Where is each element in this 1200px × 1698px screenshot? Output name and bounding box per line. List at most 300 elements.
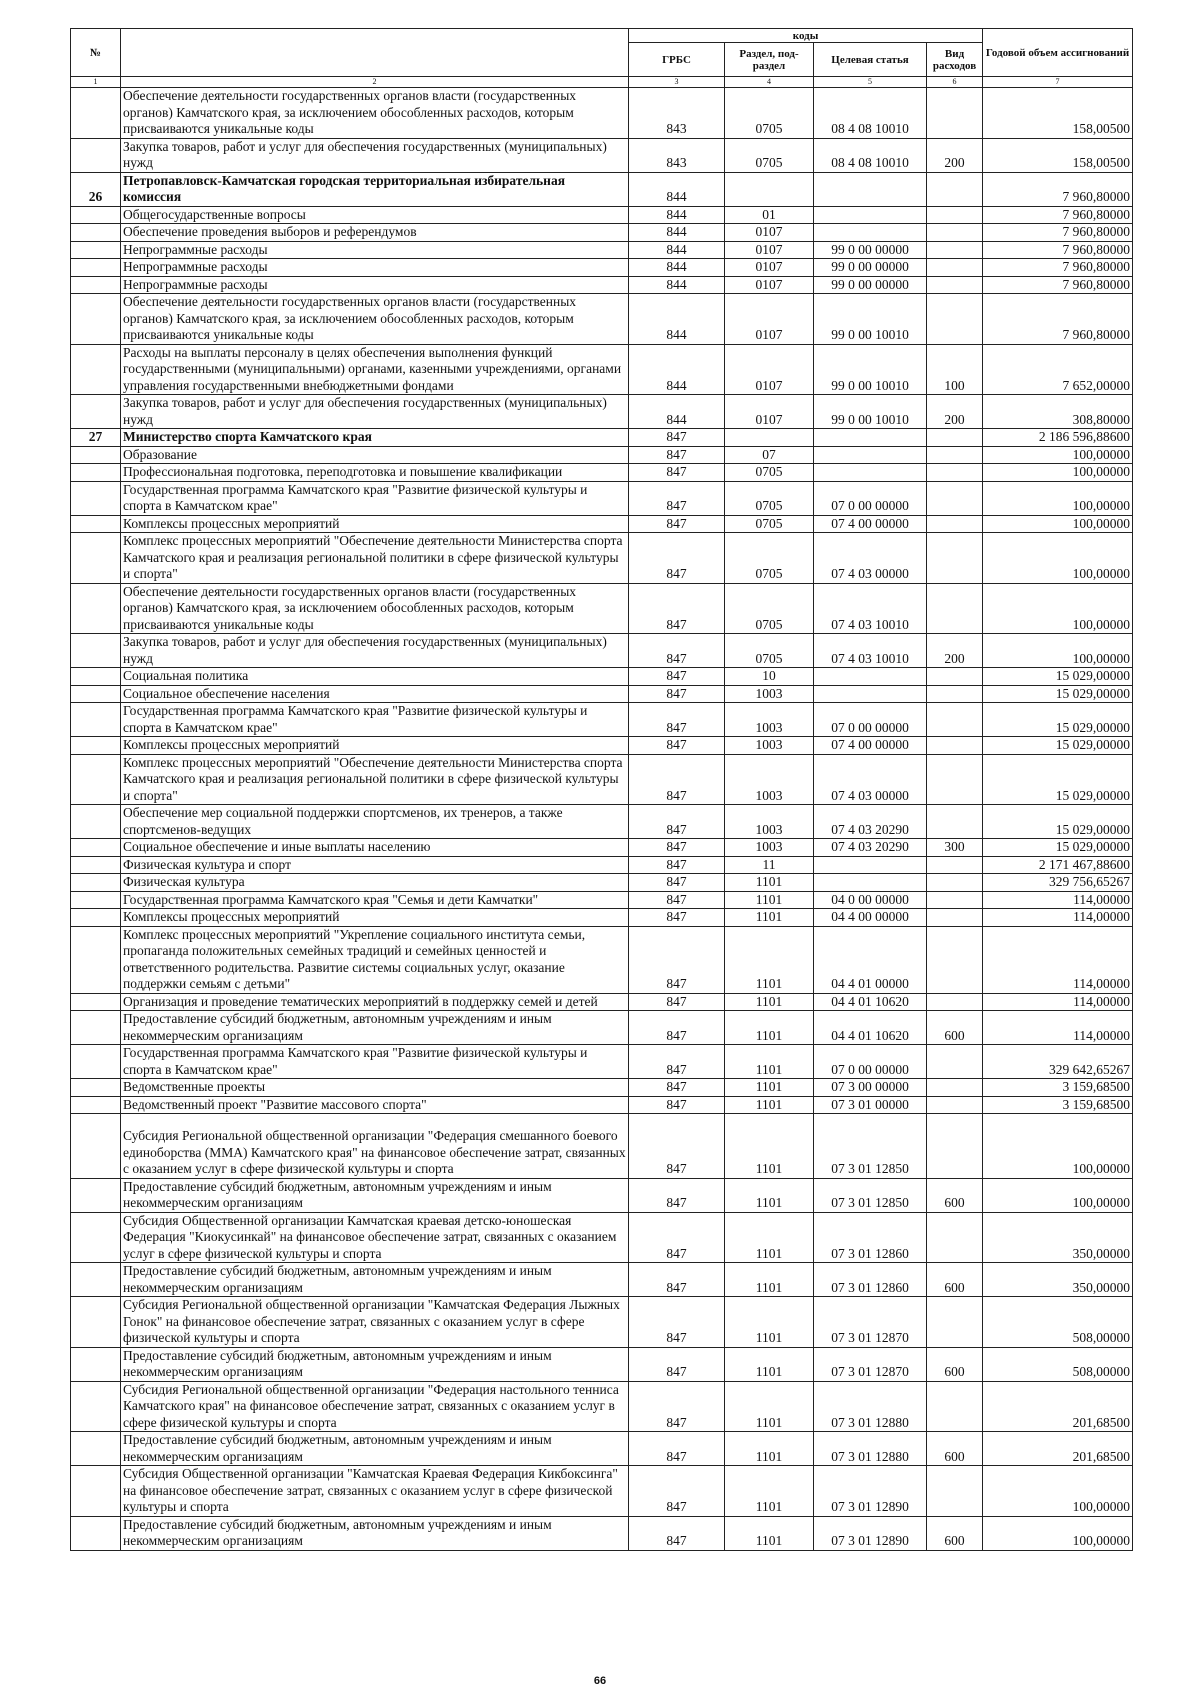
table-row	[71, 1045, 1133, 1079]
row-sum: 114,00000	[983, 993, 1133, 1011]
row-sum: 508,00000	[983, 1297, 1133, 1348]
row-celevaya: 07 4 03 10010	[814, 583, 927, 634]
row-grbs: 847	[629, 1381, 725, 1432]
row-number	[71, 138, 121, 172]
row-grbs: 847	[629, 1263, 725, 1297]
row-number	[71, 685, 121, 703]
row-grbs: 844	[629, 241, 725, 259]
table-row	[71, 206, 1133, 224]
row-celevaya: 07 3 01 12880	[814, 1432, 927, 1466]
row-grbs: 847	[629, 1079, 725, 1097]
row-celevaya: 99 0 00 10010	[814, 395, 927, 429]
row-name: Государственная программа Камчатского края "Развитие физической культуры и спорта в Камчатском крае"	[121, 481, 629, 515]
row-razdel: 1101	[725, 909, 814, 927]
header-num: №	[71, 29, 121, 77]
row-razdel	[725, 429, 814, 447]
row-vid	[927, 856, 983, 874]
row-vid	[927, 1381, 983, 1432]
row-number	[71, 395, 121, 429]
row-sum: 100,00000	[983, 1114, 1133, 1179]
row-grbs: 847	[629, 839, 725, 857]
budget-page	[70, 28, 1132, 1551]
row-sum: 2 171 467,88600	[983, 856, 1133, 874]
row-number	[71, 1178, 121, 1212]
row-name: Предоставление субсидий бюджетным, автономным учреждениям и иным некоммерческим организациям	[121, 1432, 629, 1466]
row-razdel: 0705	[725, 533, 814, 584]
row-name: Социальное обеспечение населения	[121, 685, 629, 703]
table-row	[71, 1079, 1133, 1097]
table-row	[71, 805, 1133, 839]
row-name: Организация и проведение тематических мероприятий в поддержку семей и детей	[121, 993, 629, 1011]
row-name: Предоставление субсидий бюджетным, автономным учреждениям и иным некоммерческим организациям	[121, 1011, 629, 1045]
table-row	[71, 429, 1133, 447]
row-vid	[927, 515, 983, 533]
table-row	[71, 533, 1133, 584]
row-vid	[927, 206, 983, 224]
row-grbs: 847	[629, 446, 725, 464]
row-number: 26	[71, 172, 121, 206]
row-vid	[927, 446, 983, 464]
row-celevaya: 99 0 00 00000	[814, 241, 927, 259]
row-razdel: 1003	[725, 805, 814, 839]
row-celevaya: 99 0 00 00000	[814, 276, 927, 294]
row-sum: 100,00000	[983, 515, 1133, 533]
row-vid	[927, 1096, 983, 1114]
table-row	[71, 891, 1133, 909]
table-row	[71, 344, 1133, 395]
colnum: 6	[927, 77, 983, 88]
row-name: Комплекс процессных мероприятий "Обеспечение деятельности Министерства спорта Камчатского края и реализация региональной политики в сфере физической культуры и спорта"	[121, 754, 629, 805]
row-sum: 7 960,80000	[983, 172, 1133, 206]
row-sum: 114,00000	[983, 1011, 1133, 1045]
row-razdel: 1101	[725, 1297, 814, 1348]
row-razdel: 0107	[725, 395, 814, 429]
row-razdel: 1101	[725, 993, 814, 1011]
row-number	[71, 464, 121, 482]
budget-table	[70, 28, 1133, 1551]
row-vid: 600	[927, 1347, 983, 1381]
row-sum: 508,00000	[983, 1347, 1133, 1381]
row-razdel: 1101	[725, 1011, 814, 1045]
table-row	[71, 1347, 1133, 1381]
row-razdel: 1101	[725, 1466, 814, 1517]
row-celevaya	[814, 446, 927, 464]
row-number	[71, 1381, 121, 1432]
row-sum: 100,00000	[983, 1516, 1133, 1550]
table-row	[71, 294, 1133, 345]
row-celevaya: 07 4 03 00000	[814, 754, 927, 805]
header-celevaya: Целевая статья	[814, 43, 927, 77]
row-sum: 100,00000	[983, 1178, 1133, 1212]
table-row	[71, 1432, 1133, 1466]
row-celevaya: 07 3 01 12850	[814, 1178, 927, 1212]
table-row	[71, 754, 1133, 805]
table-row	[71, 464, 1133, 482]
row-vid	[927, 737, 983, 755]
row-number	[71, 909, 121, 927]
row-sum: 15 029,00000	[983, 703, 1133, 737]
row-grbs: 847	[629, 1096, 725, 1114]
row-vid	[927, 259, 983, 277]
row-number	[71, 703, 121, 737]
row-celevaya	[814, 464, 927, 482]
row-grbs: 847	[629, 533, 725, 584]
row-name: Субсидия Общественной организации "Камчатская Краевая Федерация Кикбоксинга" на финансовое обеспечение затрат, связанных с оказанием услуг в сфере физической культуры и спорта	[121, 1466, 629, 1517]
header-codes: коды	[629, 29, 983, 43]
row-razdel: 1003	[725, 754, 814, 805]
row-sum: 114,00000	[983, 891, 1133, 909]
row-razdel: 0705	[725, 464, 814, 482]
header-vid: Вид расходов	[927, 43, 983, 77]
row-grbs: 847	[629, 993, 725, 1011]
table-row	[71, 446, 1133, 464]
table-row	[71, 993, 1133, 1011]
row-celevaya: 07 3 01 12890	[814, 1466, 927, 1517]
row-razdel: 1101	[725, 1079, 814, 1097]
row-celevaya	[814, 172, 927, 206]
row-celevaya	[814, 206, 927, 224]
row-sum: 15 029,00000	[983, 754, 1133, 805]
row-vid	[927, 993, 983, 1011]
row-number	[71, 344, 121, 395]
row-number	[71, 1079, 121, 1097]
table-row	[71, 224, 1133, 242]
row-razdel: 1101	[725, 1381, 814, 1432]
table-row	[71, 856, 1133, 874]
row-name: Расходы на выплаты персоналу в целях обеспечения выполнения функций государственными (муниципальными) органами, казенными учреждениями, органами управления государственными внебюджетными фондами	[121, 344, 629, 395]
colnum: 3	[629, 77, 725, 88]
row-name: Обеспечение деятельности государственных органов власти (государственных органов) Камчатского края, за исключением обособленных расходов, которым присваиваются уникальные коды	[121, 88, 629, 139]
row-celevaya: 07 0 00 00000	[814, 703, 927, 737]
row-number	[71, 839, 121, 857]
row-grbs: 844	[629, 395, 725, 429]
row-vid: 600	[927, 1516, 983, 1550]
row-name: Предоставление субсидий бюджетным, автономным учреждениям и иным некоммерческим организациям	[121, 1178, 629, 1212]
row-celevaya	[814, 874, 927, 892]
row-vid: 600	[927, 1011, 983, 1045]
row-sum: 100,00000	[983, 446, 1133, 464]
row-number	[71, 1011, 121, 1045]
row-grbs: 847	[629, 1011, 725, 1045]
row-vid	[927, 276, 983, 294]
row-grbs: 843	[629, 138, 725, 172]
row-celevaya: 04 4 00 00000	[814, 909, 927, 927]
row-grbs: 847	[629, 1114, 725, 1179]
row-number	[71, 533, 121, 584]
row-number	[71, 805, 121, 839]
table-row	[71, 583, 1133, 634]
row-name: Государственная программа Камчатского края "Развитие физической культуры и спорта в Камчатском крае"	[121, 703, 629, 737]
row-sum: 100,00000	[983, 1466, 1133, 1517]
row-razdel: 1101	[725, 1178, 814, 1212]
row-sum: 158,00500	[983, 88, 1133, 139]
table-row	[71, 909, 1133, 927]
row-vid	[927, 88, 983, 139]
row-vid: 200	[927, 138, 983, 172]
row-razdel: 01	[725, 206, 814, 224]
row-grbs: 847	[629, 1432, 725, 1466]
row-name: Комплекс процессных мероприятий "Обеспечение деятельности Министерства спорта Камчатского края и реализация региональной политики в сфере физической культуры и спорта"	[121, 533, 629, 584]
row-vid	[927, 1466, 983, 1517]
row-number	[71, 856, 121, 874]
row-vid: 200	[927, 395, 983, 429]
row-vid: 600	[927, 1432, 983, 1466]
row-grbs: 847	[629, 429, 725, 447]
row-vid	[927, 874, 983, 892]
header-annual: Годовой объем ассигнований	[983, 29, 1133, 77]
row-sum: 15 029,00000	[983, 685, 1133, 703]
row-razdel: 1003	[725, 703, 814, 737]
header-razdel: Раздел, под-раздел	[725, 43, 814, 77]
row-grbs: 847	[629, 583, 725, 634]
row-number	[71, 294, 121, 345]
row-razdel: 0107	[725, 259, 814, 277]
row-name: Физическая культура и спорт	[121, 856, 629, 874]
row-razdel: 1101	[725, 1212, 814, 1263]
row-name: Социальная политика	[121, 668, 629, 686]
row-number	[71, 276, 121, 294]
row-number	[71, 1516, 121, 1550]
row-number	[71, 1114, 121, 1179]
row-vid: 100	[927, 344, 983, 395]
row-number	[71, 634, 121, 668]
row-number	[71, 1096, 121, 1114]
table-row	[71, 1466, 1133, 1517]
row-razdel: 1101	[725, 1347, 814, 1381]
row-number	[71, 737, 121, 755]
row-celevaya: 07 4 03 20290	[814, 805, 927, 839]
row-razdel: 07	[725, 446, 814, 464]
row-vid: 200	[927, 634, 983, 668]
table-row	[71, 88, 1133, 139]
row-celevaya: 04 4 01 10620	[814, 993, 927, 1011]
row-razdel: 1101	[725, 1516, 814, 1550]
row-number	[71, 224, 121, 242]
row-sum: 100,00000	[983, 481, 1133, 515]
row-vid	[927, 429, 983, 447]
row-sum: 7 960,80000	[983, 206, 1133, 224]
row-number	[71, 481, 121, 515]
row-celevaya: 07 4 00 00000	[814, 515, 927, 533]
page-number: 66	[593, 1675, 607, 1687]
row-vid	[927, 464, 983, 482]
row-grbs: 847	[629, 464, 725, 482]
row-razdel: 1101	[725, 1045, 814, 1079]
row-name: Образование	[121, 446, 629, 464]
row-number	[71, 1297, 121, 1348]
row-grbs: 847	[629, 515, 725, 533]
row-celevaya: 07 3 01 12880	[814, 1381, 927, 1432]
row-grbs: 847	[629, 1045, 725, 1079]
row-vid	[927, 668, 983, 686]
row-razdel: 0705	[725, 515, 814, 533]
row-sum: 114,00000	[983, 926, 1133, 993]
row-grbs: 847	[629, 685, 725, 703]
row-razdel: 1101	[725, 1432, 814, 1466]
row-name: Физическая культура	[121, 874, 629, 892]
row-vid	[927, 1114, 983, 1179]
table-row	[71, 1381, 1133, 1432]
row-razdel: 1101	[725, 1096, 814, 1114]
row-name: Непрограммные расходы	[121, 276, 629, 294]
row-celevaya: 08 4 08 10010	[814, 138, 927, 172]
row-name: Ведомственные проекты	[121, 1079, 629, 1097]
row-grbs: 844	[629, 294, 725, 345]
row-sum: 201,68500	[983, 1432, 1133, 1466]
row-sum: 308,80000	[983, 395, 1133, 429]
table-row	[71, 1011, 1133, 1045]
row-name: Субсидия Региональной общественной организации "Федерация смешанного боевого единоборства (ММА) Камчатского края" на финансовое обеспечение затрат, связанных с оказанием услуг в сфере физической культуры и спорта	[121, 1114, 629, 1179]
row-name: Обеспечение проведения выборов и референдумов	[121, 224, 629, 242]
row-sum: 350,00000	[983, 1212, 1133, 1263]
row-grbs: 847	[629, 754, 725, 805]
table-row	[71, 241, 1133, 259]
row-grbs: 847	[629, 909, 725, 927]
header-name	[121, 29, 629, 77]
row-name: Обеспечение деятельности государственных органов власти (государственных органов) Камчатского края, за исключением обособленных расходов, которым присваиваются уникальные коды	[121, 294, 629, 345]
row-vid	[927, 1045, 983, 1079]
row-vid	[927, 172, 983, 206]
row-vid	[927, 1079, 983, 1097]
row-sum: 15 029,00000	[983, 805, 1133, 839]
row-celevaya: 04 4 01 00000	[814, 926, 927, 993]
row-vid	[927, 805, 983, 839]
row-number	[71, 206, 121, 224]
row-razdel: 0107	[725, 294, 814, 345]
table-row	[71, 874, 1133, 892]
row-name: Закупка товаров, работ и услуг для обеспечения государственных (муниципальных) нужд	[121, 634, 629, 668]
row-vid	[927, 754, 983, 805]
row-number	[71, 241, 121, 259]
row-celevaya: 07 3 01 12870	[814, 1347, 927, 1381]
row-number	[71, 88, 121, 139]
row-celevaya	[814, 224, 927, 242]
row-name: Субсидия Общественной организации Камчатская краевая детско-юношеская Федерация "Киокусинкай" на финансовое обеспечение затрат, связанных с оказанием услуг в сфере физической культуры и спорта	[121, 1212, 629, 1263]
row-name: Закупка товаров, работ и услуг для обеспечения государственных (муниципальных) нужд	[121, 138, 629, 172]
row-name: Комплекс процессных мероприятий "Укрепление социального института семьи, пропаганда положительных семейных традиций и семейных ценностей и ответственного родительства. Развитие системы социальных услуг, оказание поддержки семьям с детьми"	[121, 926, 629, 993]
row-vid: 600	[927, 1178, 983, 1212]
row-name: Закупка товаров, работ и услуг для обеспечения государственных (муниципальных) нужд	[121, 395, 629, 429]
row-grbs: 847	[629, 1178, 725, 1212]
row-celevaya	[814, 685, 927, 703]
row-celevaya: 99 0 00 10010	[814, 344, 927, 395]
row-number	[71, 1212, 121, 1263]
table-row	[71, 1516, 1133, 1550]
row-celevaya: 04 4 01 10620	[814, 1011, 927, 1045]
row-grbs: 847	[629, 1466, 725, 1517]
row-celevaya: 99 0 00 10010	[814, 294, 927, 345]
colnum: 5	[814, 77, 927, 88]
row-name: Ведомственный проект "Развитие массового спорта"	[121, 1096, 629, 1114]
row-number	[71, 259, 121, 277]
row-razdel: 0107	[725, 224, 814, 242]
row-sum: 100,00000	[983, 634, 1133, 668]
row-grbs: 844	[629, 172, 725, 206]
row-razdel: 0107	[725, 241, 814, 259]
row-name: Социальное обеспечение и иные выплаты населению	[121, 839, 629, 857]
table-row	[71, 138, 1133, 172]
table-row	[71, 259, 1133, 277]
table-row	[71, 737, 1133, 755]
row-number	[71, 1466, 121, 1517]
row-vid	[927, 533, 983, 584]
table-row	[71, 515, 1133, 533]
row-vid	[927, 926, 983, 993]
row-grbs: 847	[629, 1347, 725, 1381]
row-name: Непрограммные расходы	[121, 241, 629, 259]
row-sum: 7 960,80000	[983, 294, 1133, 345]
row-number	[71, 993, 121, 1011]
row-name: Предоставление субсидий бюджетным, автономным учреждениям и иным некоммерческим организациям	[121, 1347, 629, 1381]
row-name: Комплексы процессных мероприятий	[121, 737, 629, 755]
row-grbs: 847	[629, 1516, 725, 1550]
row-razdel: 0107	[725, 344, 814, 395]
row-number	[71, 583, 121, 634]
row-vid	[927, 1212, 983, 1263]
row-vid	[927, 703, 983, 737]
row-razdel: 1101	[725, 1114, 814, 1179]
row-sum: 329 642,65267	[983, 1045, 1133, 1079]
row-celevaya	[814, 668, 927, 686]
row-razdel: 0705	[725, 88, 814, 139]
row-razdel: 0107	[725, 276, 814, 294]
row-celevaya: 07 3 01 12860	[814, 1263, 927, 1297]
row-razdel: 1101	[725, 891, 814, 909]
row-grbs: 847	[629, 481, 725, 515]
row-sum: 100,00000	[983, 533, 1133, 584]
row-sum: 7 652,00000	[983, 344, 1133, 395]
row-name: Непрограммные расходы	[121, 259, 629, 277]
row-grbs: 847	[629, 856, 725, 874]
row-name: Государственная программа Камчатского края "Семья и дети Камчатки"	[121, 891, 629, 909]
row-number	[71, 1263, 121, 1297]
row-razdel: 1003	[725, 839, 814, 857]
row-name: Комплексы процессных мероприятий	[121, 909, 629, 927]
row-vid	[927, 241, 983, 259]
row-vid	[927, 891, 983, 909]
row-sum: 15 029,00000	[983, 839, 1133, 857]
row-razdel	[725, 172, 814, 206]
row-vid	[927, 909, 983, 927]
colnum: 1	[71, 77, 121, 88]
row-celevaya: 07 3 01 12850	[814, 1114, 927, 1179]
row-grbs: 847	[629, 1297, 725, 1348]
row-sum: 15 029,00000	[983, 737, 1133, 755]
row-razdel: 1101	[725, 874, 814, 892]
row-number	[71, 874, 121, 892]
row-razdel: 1101	[725, 926, 814, 993]
row-celevaya: 07 4 03 10010	[814, 634, 927, 668]
row-name: Предоставление субсидий бюджетным, автономным учреждениям и иным некоммерческим организациям	[121, 1263, 629, 1297]
row-razdel: 11	[725, 856, 814, 874]
table-row	[71, 685, 1133, 703]
row-sum: 7 960,80000	[983, 259, 1133, 277]
row-vid	[927, 294, 983, 345]
row-razdel: 0705	[725, 481, 814, 515]
row-grbs: 847	[629, 891, 725, 909]
row-name: Петропавловск-Камчатская городская территориальная избирательная комиссия	[121, 172, 629, 206]
row-sum: 3 159,68500	[983, 1079, 1133, 1097]
row-razdel: 0705	[725, 138, 814, 172]
table-row	[71, 1114, 1133, 1179]
row-number	[71, 891, 121, 909]
row-celevaya: 07 3 00 00000	[814, 1079, 927, 1097]
row-grbs: 847	[629, 805, 725, 839]
row-sum: 158,00500	[983, 138, 1133, 172]
table-row	[71, 481, 1133, 515]
row-number: 27	[71, 429, 121, 447]
table-row	[71, 634, 1133, 668]
